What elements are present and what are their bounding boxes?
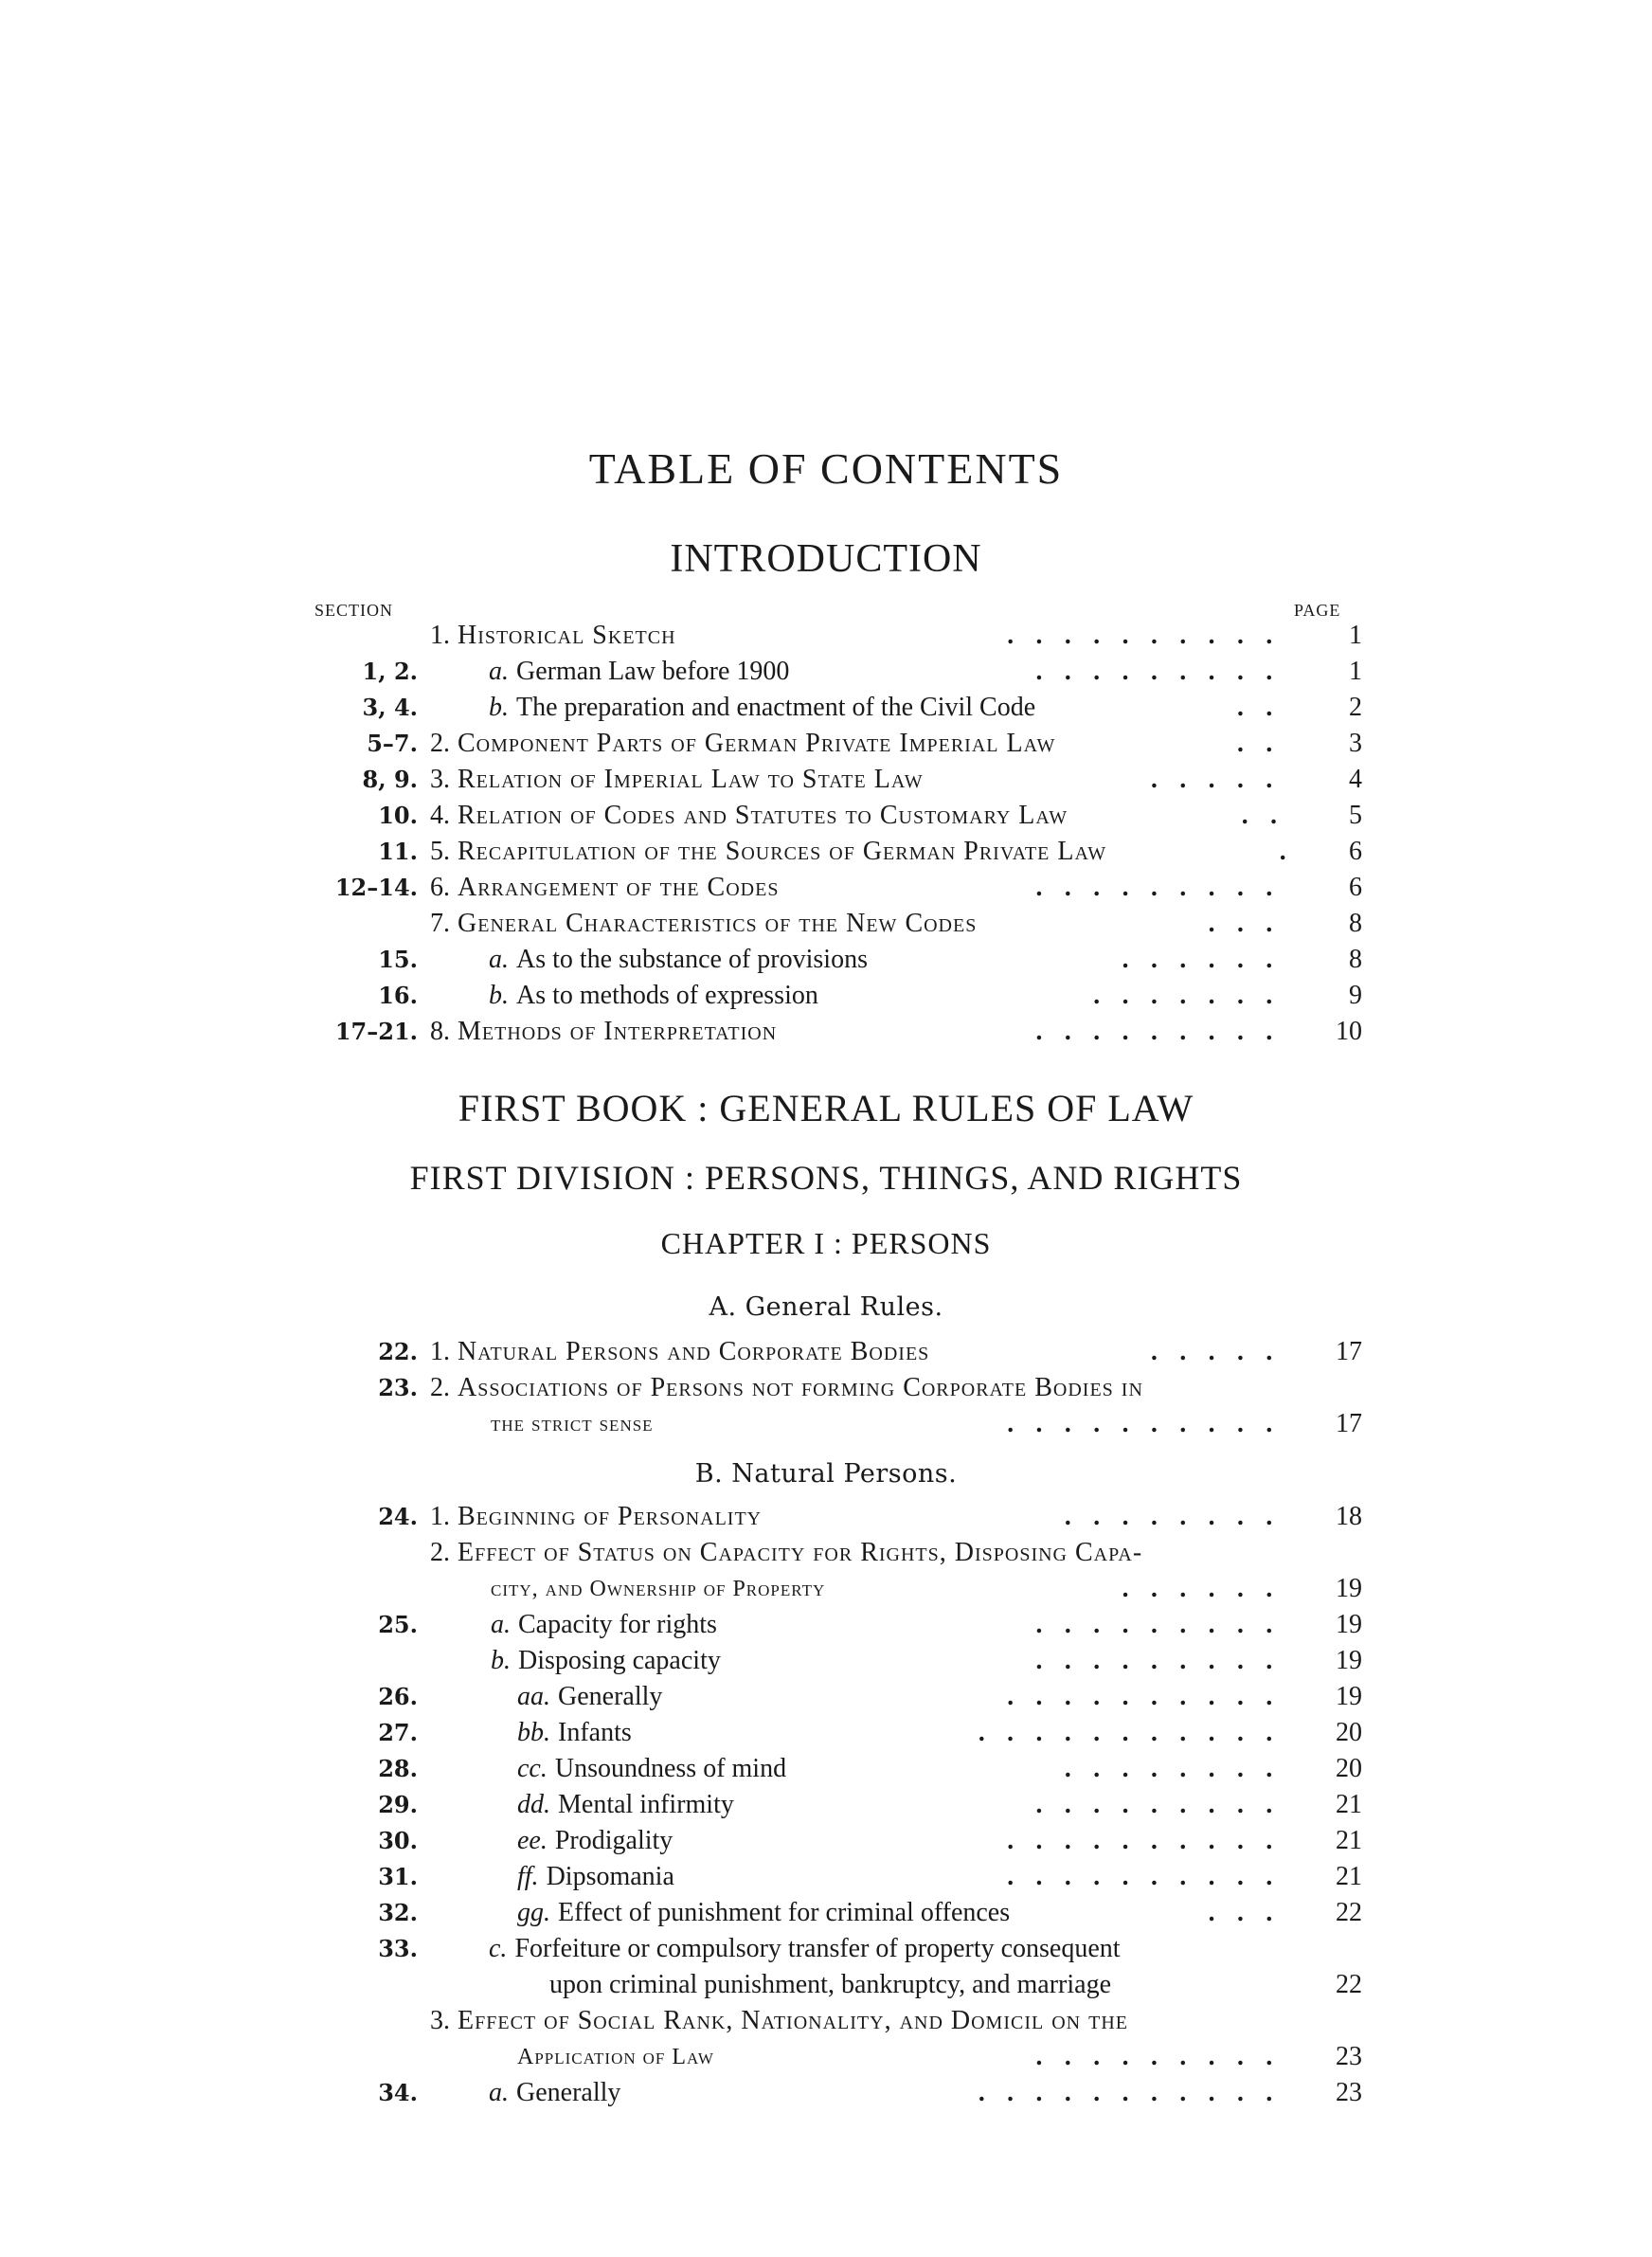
dot-leader: .......... bbox=[1006, 1410, 1294, 1437]
entry-letter: ee. bbox=[517, 1826, 548, 1855]
subsection-heading: A. General Rules. bbox=[709, 1292, 943, 1322]
entry-text bbox=[430, 2003, 1128, 2039]
dot-leader: ... bbox=[1207, 910, 1294, 937]
division-heading: FIRST DIVISION : PERSONS, THINGS, AND RIGHTS bbox=[409, 1159, 1243, 1197]
entry-title: Generally bbox=[516, 2078, 621, 2107]
entry-title: German Law before 1900 bbox=[516, 657, 790, 686]
section-number: 16. bbox=[378, 982, 418, 1009]
entry-title: General Characteristics of the New Codes bbox=[458, 909, 978, 938]
toc-row bbox=[0, 942, 1652, 978]
entry-text bbox=[430, 1370, 1143, 1406]
entry-title: The preparation and enactment of the Civil Code bbox=[516, 693, 1036, 722]
page-number: 4 bbox=[1349, 765, 1362, 794]
entry-number: 1. bbox=[430, 1337, 450, 1366]
section-number: 29. bbox=[378, 1791, 418, 1818]
entry-text bbox=[517, 2039, 714, 2075]
section-number: 8, 9. bbox=[362, 766, 418, 793]
section-column-label: SECTION bbox=[314, 601, 393, 620]
entry-letter: bb. bbox=[517, 1718, 550, 1747]
page-number: 22 bbox=[1336, 1898, 1362, 1927]
entry-letter: b. bbox=[491, 1646, 511, 1675]
section-number: 10. bbox=[378, 802, 418, 829]
dot-leader: ......... bbox=[1034, 2043, 1294, 2070]
section-number: 12–14. bbox=[334, 874, 418, 901]
entry-text bbox=[491, 1643, 721, 1679]
section-number: 22. bbox=[378, 1338, 418, 1365]
entry-number: 3. bbox=[430, 765, 450, 794]
entry-text bbox=[517, 1715, 632, 1751]
entry-letter: b. bbox=[489, 981, 509, 1010]
entry-letter: b. bbox=[489, 693, 509, 722]
toc-row bbox=[0, 2075, 1652, 2111]
entry-title: As to the substance of provisions bbox=[516, 945, 868, 974]
section-number: 25. bbox=[378, 1611, 418, 1638]
entry-number: 7. bbox=[430, 909, 450, 938]
page-number: 19 bbox=[1336, 1574, 1362, 1603]
entry-title: Effect of Status on Capacity for Rights, Disposing Capa- bbox=[458, 1538, 1143, 1567]
page-number: 18 bbox=[1336, 1502, 1362, 1531]
toc-row bbox=[0, 1895, 1652, 1931]
entry-text bbox=[430, 798, 1068, 834]
entry-number: 1. bbox=[430, 1502, 450, 1531]
toc-row bbox=[0, 906, 1652, 942]
entry-text bbox=[430, 618, 676, 654]
entry-title: Capacity for rights bbox=[518, 1610, 717, 1639]
page-number: 21 bbox=[1336, 1826, 1362, 1855]
toc-row bbox=[0, 1859, 1652, 1895]
entry-title: Prodigality bbox=[554, 1826, 673, 1855]
section-number: 17–21. bbox=[334, 1018, 418, 1045]
entry-text bbox=[430, 906, 977, 942]
page-number: 20 bbox=[1336, 1718, 1362, 1747]
entry-text bbox=[430, 762, 924, 798]
dot-leader: .......... bbox=[1006, 1827, 1294, 1854]
entry-title: Mental infirmity bbox=[558, 1790, 734, 1819]
toc-row bbox=[0, 690, 1652, 726]
page-number: 23 bbox=[1336, 2078, 1362, 2107]
toc-title: TABLE OF CONTENTS bbox=[588, 444, 1064, 493]
toc-row bbox=[0, 1571, 1652, 1607]
toc-row bbox=[0, 1787, 1652, 1823]
entry-title: Disposing capacity bbox=[518, 1646, 721, 1675]
section-number: 26. bbox=[378, 1683, 418, 1710]
dot-leader: ......... bbox=[1034, 1647, 1294, 1674]
page-number: 8 bbox=[1349, 909, 1362, 938]
dot-leader: .. bbox=[1236, 730, 1294, 757]
entry-text bbox=[491, 1571, 825, 1607]
dot-leader: .......... bbox=[1006, 622, 1294, 649]
entry-text bbox=[430, 1499, 762, 1535]
dot-leader: ...... bbox=[1121, 946, 1294, 973]
entry-letter: a. bbox=[489, 657, 509, 686]
entry-title: Arrangement of the Codes bbox=[458, 873, 780, 902]
dot-leader: ..... bbox=[1150, 766, 1294, 793]
toc-row bbox=[0, 1751, 1652, 1787]
toc-row bbox=[0, 654, 1652, 690]
page-number: 1 bbox=[1349, 657, 1362, 686]
entry-number: 2. bbox=[430, 729, 450, 758]
dot-leader: ......... bbox=[1034, 658, 1294, 685]
toc-row bbox=[0, 1643, 1652, 1679]
toc-row bbox=[0, 1607, 1652, 1643]
toc-row bbox=[0, 618, 1652, 654]
toc-row bbox=[0, 762, 1652, 798]
toc-row bbox=[0, 1823, 1652, 1859]
toc-row bbox=[0, 1715, 1652, 1751]
entry-text bbox=[430, 1014, 777, 1050]
dot-leader: . bbox=[1279, 838, 1308, 865]
chapter-heading: CHAPTER I : PERSONS bbox=[660, 1226, 992, 1260]
entry-title: city, and Ownership of Property bbox=[491, 1577, 826, 1601]
entry-letter: gg. bbox=[517, 1898, 550, 1927]
page-number: 5 bbox=[1349, 801, 1362, 830]
entry-title: Relation of Imperial Law to State Law bbox=[458, 765, 924, 794]
entry-text bbox=[430, 834, 1106, 870]
entry-text bbox=[517, 1895, 1010, 1931]
entry-text bbox=[517, 1679, 662, 1715]
entry-letter: ff. bbox=[517, 1862, 539, 1891]
toc-row bbox=[0, 1334, 1652, 1370]
page-number: 17 bbox=[1336, 1337, 1362, 1366]
entry-title: Forfeiture or compulsory transfer of property consequent bbox=[514, 1934, 1121, 1963]
entry-title: upon criminal punishment, bankruptcy, and marriage bbox=[549, 1970, 1112, 1999]
toc-row bbox=[0, 1967, 1652, 2003]
toc-row bbox=[0, 2003, 1652, 2039]
dot-leader: ......... bbox=[1034, 1018, 1294, 1045]
toc-row bbox=[0, 1679, 1652, 1715]
entry-number: 8. bbox=[430, 1017, 450, 1046]
section-number: 31. bbox=[378, 1863, 418, 1890]
entry-letter: cc. bbox=[517, 1754, 548, 1783]
entry-number: 4. bbox=[430, 801, 450, 830]
toc-row bbox=[0, 1406, 1652, 1442]
entry-text bbox=[517, 1787, 734, 1823]
entry-text bbox=[489, 942, 868, 978]
entry-number: 3. bbox=[430, 2006, 450, 2035]
entry-title: Recapitulation of the Sources of German Private Law bbox=[458, 837, 1107, 866]
introduction-heading: INTRODUCTION bbox=[670, 537, 982, 581]
entry-title: Methods of Interpretation bbox=[458, 1017, 778, 1046]
entry-title: Infants bbox=[558, 1718, 632, 1747]
page-number: 19 bbox=[1336, 1646, 1362, 1675]
dot-leader: ........... bbox=[978, 2079, 1294, 2106]
entry-text bbox=[430, 726, 1055, 762]
page-number: 23 bbox=[1336, 2042, 1362, 2071]
section-number: 28. bbox=[378, 1755, 418, 1782]
section-number: 34. bbox=[378, 2079, 418, 2106]
entry-title: Generally bbox=[558, 1682, 663, 1711]
dot-leader: ... bbox=[1207, 1899, 1294, 1926]
entry-title: As to methods of expression bbox=[516, 981, 818, 1010]
entry-text bbox=[489, 690, 1035, 726]
dot-leader: ......... bbox=[1034, 1791, 1294, 1818]
dot-leader: .......... bbox=[1006, 1863, 1294, 1890]
page-number: 6 bbox=[1349, 837, 1362, 866]
toc-row bbox=[0, 1931, 1652, 1967]
section-number: 1, 2. bbox=[362, 658, 418, 685]
entry-title: Application of Law bbox=[517, 2045, 714, 2069]
section-number: 24. bbox=[378, 1503, 418, 1530]
page-number: 6 bbox=[1349, 873, 1362, 902]
page-number: 19 bbox=[1336, 1682, 1362, 1711]
toc-row bbox=[0, 726, 1652, 762]
toc-row bbox=[0, 1535, 1652, 1571]
section-number: 11. bbox=[378, 838, 418, 865]
page-number: 9 bbox=[1349, 981, 1362, 1010]
page-number: 21 bbox=[1336, 1862, 1362, 1891]
dot-leader: ......... bbox=[1034, 874, 1294, 901]
entry-letter: a. bbox=[489, 945, 509, 974]
entry-text bbox=[489, 978, 818, 1014]
section-number: 33. bbox=[378, 1935, 418, 1962]
entry-text bbox=[430, 870, 779, 906]
page-number: 17 bbox=[1336, 1409, 1362, 1438]
entry-text bbox=[517, 1823, 673, 1859]
entry-text bbox=[430, 1535, 1142, 1571]
entry-text bbox=[549, 1967, 1111, 2003]
page-number: 21 bbox=[1336, 1790, 1362, 1819]
subsection-heading: B. Natural Persons. bbox=[694, 1459, 958, 1489]
section-number: 32. bbox=[378, 1899, 418, 1926]
entry-title: Beginning of Personality bbox=[458, 1502, 763, 1531]
dot-leader: .. bbox=[1236, 694, 1294, 721]
dot-leader: ........ bbox=[1064, 1755, 1294, 1782]
entry-text bbox=[489, 1931, 1121, 1967]
toc-row bbox=[0, 1370, 1652, 1406]
page-number: 20 bbox=[1336, 1754, 1362, 1783]
page-number: 22 bbox=[1336, 1970, 1362, 1999]
dot-leader: ...... bbox=[1121, 1575, 1294, 1602]
page-number: 1 bbox=[1349, 621, 1362, 650]
entry-number: 1. bbox=[430, 621, 450, 650]
toc-row bbox=[0, 1499, 1652, 1535]
entry-letter: a. bbox=[489, 2078, 509, 2107]
entry-title: Associations of Persons not forming Corporate Bodies in bbox=[458, 1373, 1143, 1402]
entry-text bbox=[430, 1334, 929, 1370]
entry-text bbox=[517, 1751, 786, 1787]
dot-leader: ........ bbox=[1064, 1503, 1294, 1530]
dot-leader: .. bbox=[1241, 802, 1299, 829]
dot-leader: .......... bbox=[1006, 1683, 1294, 1710]
dot-leader: ........... bbox=[978, 1719, 1294, 1746]
toc-row bbox=[0, 978, 1652, 1014]
page-number: 8 bbox=[1349, 945, 1362, 974]
entry-number: 5. bbox=[430, 837, 450, 866]
dot-leader: ..... bbox=[1150, 1338, 1294, 1365]
section-number: 5–7. bbox=[367, 730, 418, 757]
entry-number: 2. bbox=[430, 1538, 450, 1567]
toc-row bbox=[0, 870, 1652, 906]
entry-title: Relation of Codes and Statutes to Customary Law bbox=[458, 801, 1068, 830]
entry-title: Effect of punishment for criminal offences bbox=[558, 1898, 1011, 1927]
entry-text bbox=[491, 1406, 654, 1442]
entry-title: Historical Sketch bbox=[458, 621, 676, 650]
entry-text bbox=[489, 654, 789, 690]
entry-number: 6. bbox=[430, 873, 450, 902]
section-number: 3, 4. bbox=[362, 694, 418, 721]
entry-letter: aa. bbox=[517, 1682, 550, 1711]
entry-title: Effect of Social Rank, Nationality, and Domicil on the bbox=[458, 2006, 1128, 2035]
entry-title: Component Parts of German Private Imperial Law bbox=[458, 729, 1056, 758]
entry-text bbox=[489, 2075, 620, 2111]
entry-title: Natural Persons and Corporate Bodies bbox=[458, 1337, 930, 1366]
toc-row bbox=[0, 798, 1652, 834]
page-number: 10 bbox=[1336, 1017, 1362, 1046]
entry-title: Unsoundness of mind bbox=[554, 1754, 787, 1783]
section-number: 23. bbox=[378, 1374, 418, 1401]
page-number: 19 bbox=[1336, 1610, 1362, 1639]
toc-row bbox=[0, 834, 1652, 870]
section-number: 30. bbox=[378, 1827, 418, 1854]
dot-leader: ....... bbox=[1092, 982, 1294, 1009]
toc-row bbox=[0, 1014, 1652, 1050]
section-number: 15. bbox=[378, 946, 418, 973]
section-number: 27. bbox=[378, 1719, 418, 1746]
page-number: 3 bbox=[1349, 729, 1362, 758]
entry-title: Dipsomania bbox=[546, 1862, 674, 1891]
entry-number: 2. bbox=[430, 1373, 450, 1402]
entry-text bbox=[491, 1607, 717, 1643]
entry-text bbox=[517, 1859, 674, 1895]
entry-letter: a. bbox=[491, 1610, 511, 1639]
entry-title: the strict sense bbox=[491, 1412, 654, 1436]
page-column-label: PAGE bbox=[1294, 601, 1341, 620]
dot-leader: ......... bbox=[1034, 1611, 1294, 1638]
book-heading: FIRST BOOK : GENERAL RULES OF LAW bbox=[458, 1087, 1194, 1129]
page-number: 2 bbox=[1349, 693, 1362, 722]
toc-row bbox=[0, 2039, 1652, 2075]
entry-letter: c. bbox=[489, 1934, 508, 1963]
entry-letter: dd. bbox=[517, 1790, 550, 1819]
